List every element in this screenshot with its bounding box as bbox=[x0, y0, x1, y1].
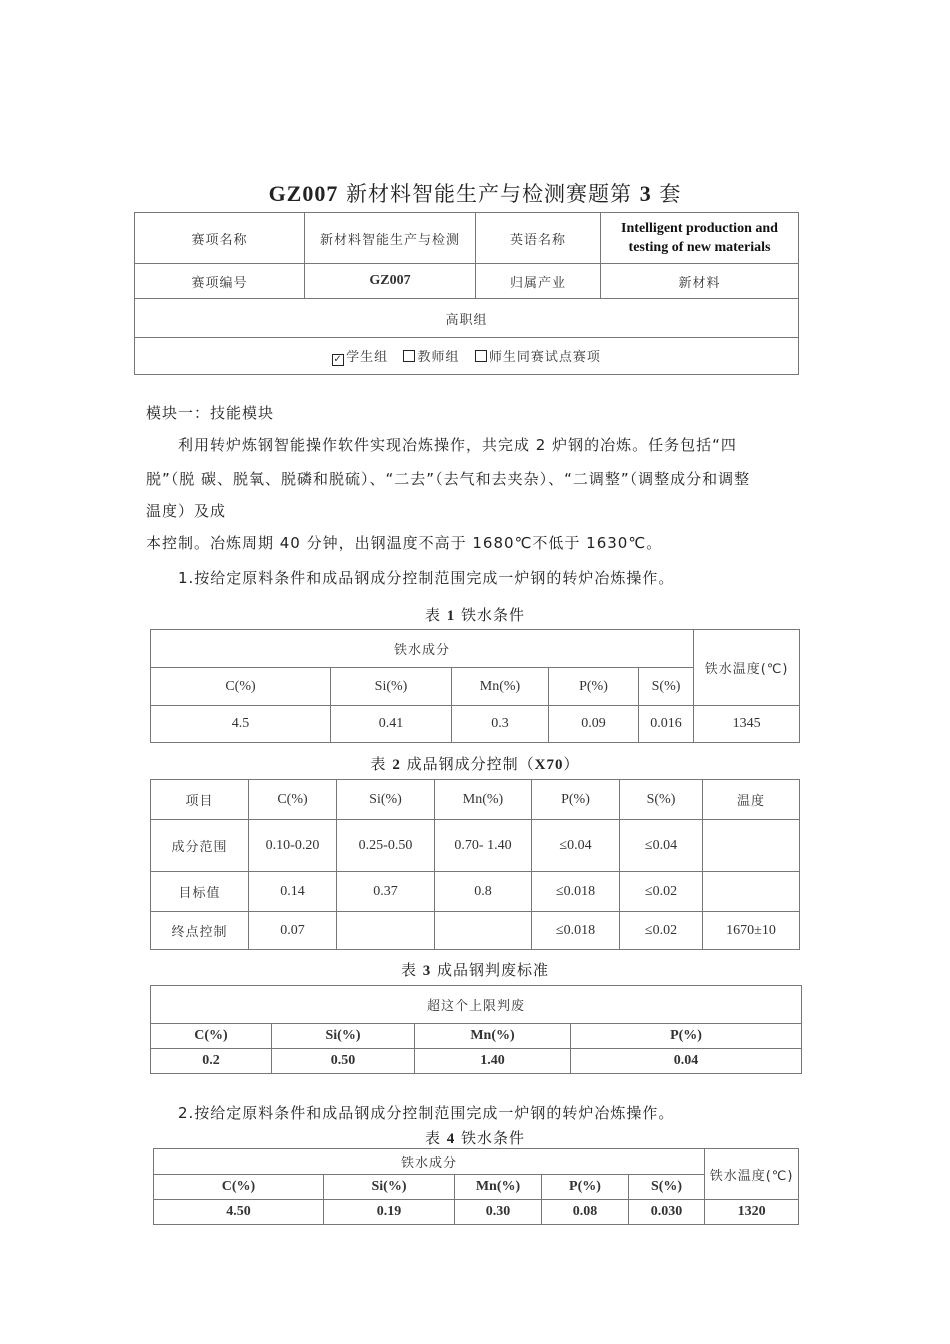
table1-cell: 0.41 bbox=[331, 706, 452, 743]
table3-caption: 表 3 成品钢判废标准 bbox=[400, 961, 550, 979]
en-value: Intelligent production and testing of new materials bbox=[601, 213, 799, 264]
table2-header: 项目 bbox=[151, 780, 249, 820]
table2-cell: ≤0.04 bbox=[532, 820, 620, 872]
table4-header: Mn(%) bbox=[455, 1175, 542, 1200]
table1-temp-header: 铁水温度(℃) bbox=[694, 630, 800, 706]
table3-header: Si(%) bbox=[272, 1024, 415, 1049]
table1-header: S(%) bbox=[639, 668, 694, 706]
table1-header: Mn(%) bbox=[452, 668, 549, 706]
table2-cell: 0.8 bbox=[435, 872, 532, 912]
table2-header: C(%) bbox=[249, 780, 337, 820]
module-heading: 模块一：技能模块 bbox=[146, 404, 275, 422]
table2-caption: 表 2 成品钢成分控制（X70） bbox=[370, 755, 580, 773]
title-set-no: 3 bbox=[639, 181, 652, 206]
table2-cell bbox=[337, 912, 435, 950]
para-line-1: 利用转炉炼钢智能操作软件实现冶炼操作，共完成 2 炉钢的冶炼。任务包括“四 bbox=[178, 436, 737, 454]
table4-temp-header: 铁水温度(℃) bbox=[705, 1149, 799, 1200]
table4-cell: 0.30 bbox=[455, 1200, 542, 1225]
industry-value: 新材料 bbox=[601, 264, 799, 299]
table1-cell: 4.5 bbox=[151, 706, 331, 743]
table1-cell: 1345 bbox=[694, 706, 800, 743]
checkbox-checked-icon[interactable]: ✓ bbox=[333, 354, 343, 365]
table3-header: Mn(%) bbox=[415, 1024, 571, 1049]
table3-cell: 0.04 bbox=[571, 1049, 802, 1074]
table1-header: Si(%) bbox=[331, 668, 452, 706]
table4-cell: 1320 bbox=[705, 1200, 799, 1225]
table-2 bbox=[150, 779, 800, 950]
checkbox-icon[interactable] bbox=[403, 350, 415, 362]
table2-cell: 1670±10 bbox=[703, 912, 800, 950]
table1-cell: 0.09 bbox=[549, 706, 639, 743]
table2-row-label: 终点控制 bbox=[151, 912, 249, 950]
table4-group-header: 铁水成分 bbox=[154, 1149, 705, 1175]
table4-header: P(%) bbox=[542, 1175, 629, 1200]
group-teacher[interactable]: 教师组 bbox=[403, 350, 459, 365]
table2-header: 温度 bbox=[703, 780, 800, 820]
name-value: 新材料智能生产与检测 bbox=[305, 213, 476, 264]
para-line-4: 本控制。冶炼周期 40 分钟，出钢温度不高于 1680℃不低于 1630℃。 bbox=[146, 534, 663, 552]
table2-row-label: 成分范围 bbox=[151, 820, 249, 872]
table3-cell: 1.40 bbox=[415, 1049, 571, 1074]
table-1 bbox=[150, 629, 800, 743]
info-table bbox=[134, 212, 799, 375]
table3-cell: 0.2 bbox=[151, 1049, 272, 1074]
table2-header: Si(%) bbox=[337, 780, 435, 820]
title-text: 新材料智能生产与检测赛题第 bbox=[346, 182, 633, 206]
table2-cell: ≤0.02 bbox=[620, 872, 703, 912]
table1-cell: 0.3 bbox=[452, 706, 549, 743]
title-code: GZ007 bbox=[268, 181, 339, 206]
table2-header: Mn(%) bbox=[435, 780, 532, 820]
table2-cell bbox=[703, 872, 800, 912]
table3-header: P(%) bbox=[571, 1024, 802, 1049]
table1-caption: 表 1 铁水条件 bbox=[424, 606, 526, 624]
group-teacher-student[interactable]: 师生同赛试点赛项 bbox=[475, 350, 601, 365]
table4-caption: 表 4 铁水条件 bbox=[424, 1129, 526, 1147]
table4-header: C(%) bbox=[154, 1175, 324, 1200]
level: 高职组 bbox=[135, 299, 799, 338]
industry-label: 归属产业 bbox=[476, 264, 601, 299]
table1-header: P(%) bbox=[549, 668, 639, 706]
table2-cell: 0.25-0.50 bbox=[337, 820, 435, 872]
para-line-3: 温度）及成 bbox=[146, 502, 227, 520]
table2-cell: 0.70- 1.40 bbox=[435, 820, 532, 872]
table-4 bbox=[153, 1148, 799, 1225]
group-student[interactable]: ✓ 学生组 bbox=[333, 350, 389, 365]
table4-cell: 0.08 bbox=[542, 1200, 629, 1225]
table4-header: S(%) bbox=[629, 1175, 705, 1200]
code-value: GZ007 bbox=[305, 264, 476, 299]
table1-cell: 0.016 bbox=[639, 706, 694, 743]
table2-cell: ≤0.018 bbox=[532, 872, 620, 912]
table2-cell: ≤0.02 bbox=[620, 912, 703, 950]
table4-cell: 4.50 bbox=[154, 1200, 324, 1225]
para-line-2: 脱”（脱 碳、脱氧、脱磷和脱硫）、“二去”（去气和去夹杂）、“二调整”（调整成分和调整 bbox=[146, 470, 751, 488]
table3-group-header: 超这个上限判废 bbox=[151, 986, 802, 1024]
group-options bbox=[135, 338, 799, 375]
table-3 bbox=[150, 985, 802, 1074]
table2-header: P(%) bbox=[532, 780, 620, 820]
table2-cell: 0.37 bbox=[337, 872, 435, 912]
table2-cell: ≤0.018 bbox=[532, 912, 620, 950]
table2-header: S(%) bbox=[620, 780, 703, 820]
table1-header: C(%) bbox=[151, 668, 331, 706]
task-1: 1.按给定原料条件和成品钢成分控制范围完成一炉钢的转炉冶炼操作。 bbox=[178, 569, 675, 587]
table1-group-header: 铁水成分 bbox=[151, 630, 694, 668]
table2-cell bbox=[435, 912, 532, 950]
checkbox-icon[interactable] bbox=[475, 350, 487, 362]
name-label: 赛项名称 bbox=[135, 213, 305, 264]
table2-cell bbox=[703, 820, 800, 872]
task-2: 2.按给定原料条件和成品钢成分控制范围完成一炉钢的转炉冶炼操作。 bbox=[178, 1104, 675, 1122]
table2-cell: 0.07 bbox=[249, 912, 337, 950]
title-set-suffix: 套 bbox=[659, 182, 682, 206]
table4-cell: 0.030 bbox=[629, 1200, 705, 1225]
table2-row-label: 目标值 bbox=[151, 872, 249, 912]
table4-cell: 0.19 bbox=[324, 1200, 455, 1225]
table3-cell: 0.50 bbox=[272, 1049, 415, 1074]
en-label: 英语名称 bbox=[476, 213, 601, 264]
table3-header: C(%) bbox=[151, 1024, 272, 1049]
table2-cell: 0.10-0.20 bbox=[249, 820, 337, 872]
page-title bbox=[0, 178, 950, 208]
table2-cell: ≤0.04 bbox=[620, 820, 703, 872]
code-label: 赛项编号 bbox=[135, 264, 305, 299]
table2-cell: 0.14 bbox=[249, 872, 337, 912]
table4-header: Si(%) bbox=[324, 1175, 455, 1200]
